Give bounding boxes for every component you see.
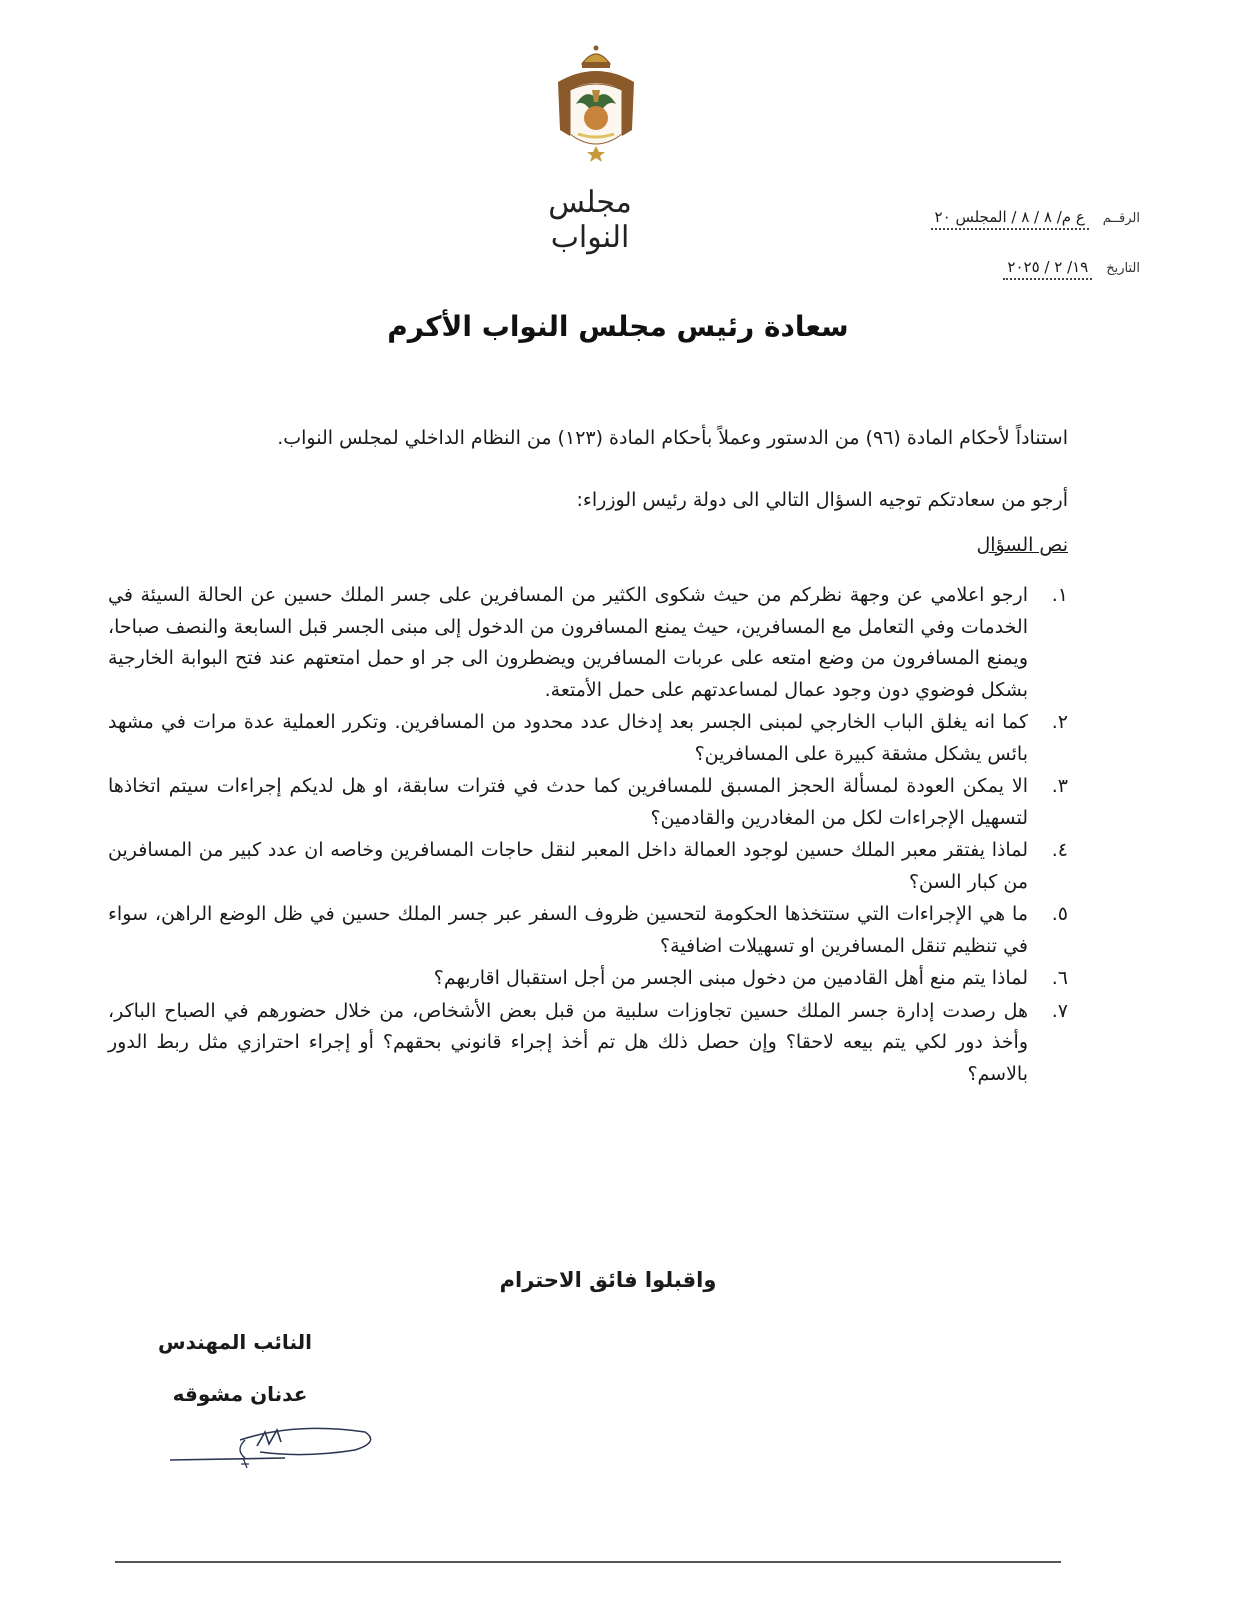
reference-number-row bbox=[931, 208, 1140, 230]
signatory-name: عدنان مشوقه bbox=[172, 1382, 308, 1406]
closing-salutation bbox=[0, 1268, 1236, 1292]
question-text: لماذا يفتقر معبر الملك حسين لوجود العمالة داخل المعبر لنقل حاجات المسافرين وخاصه ان عدد كبير من المسافرين من كبار السن؟ bbox=[108, 839, 1028, 893]
question-number: ٦. bbox=[1051, 967, 1068, 989]
handwritten-signature-icon bbox=[165, 1420, 380, 1470]
reference-value: ع م/ ٨ / ٨ / المجلس ٢٠ bbox=[931, 208, 1089, 230]
question-item bbox=[108, 771, 1068, 834]
question-item bbox=[108, 835, 1068, 898]
question-item bbox=[108, 963, 1068, 995]
question-item bbox=[108, 996, 1068, 1091]
jordan-coat-of-arms-icon bbox=[546, 42, 646, 167]
question-item bbox=[108, 580, 1068, 706]
signatory-title: النائب المهندس bbox=[158, 1330, 312, 1354]
question-number: ٢. bbox=[1051, 711, 1068, 733]
date-value: ١٩/ ٢ / ٢٠٢٥ bbox=[1003, 258, 1092, 280]
question-heading: نص السؤال bbox=[976, 534, 1068, 556]
question-number: ٧. bbox=[1051, 999, 1068, 1022]
question-number: ٥. bbox=[1051, 903, 1068, 925]
question-text: الا يمكن العودة لمسألة الحجز المسبق للمسافرين كما حدث في فترات سابقة، او هل لديكم إجراءات سيتم اتخاذها لتسهيل الإجراءات لكل من المغادرين والقادمين؟ bbox=[108, 775, 1028, 829]
closing-text: واقبلوا فائق الاحترام bbox=[499, 1268, 717, 1292]
parliament-logo-text: مجلس النواب bbox=[548, 185, 632, 255]
question-text: ارجو اعلامي عن وجهة نظركم من حيث شكوى الكثير من المسافرين على جسر الملك حسين عن الحالة السيئة في الخدمات وفي التعامل مع المسافرين، حيث يمنع المسافرون من الدخول إلى مبنى الجسر قبل السابعة والنصف صباحا، ويمنع المسافرون من وضع امتعه على عربات المسافرين ويضطرون الى جر او حمل امتعتهم عند فتح البوابة الخارجية بشكل فوضوي دون وجود عمال لمساعدتهم على حمل الأمتعة. bbox=[108, 584, 1028, 701]
question-item bbox=[108, 707, 1068, 770]
letter-title: سعادة رئيس مجلس النواب الأكرم bbox=[387, 310, 849, 343]
date-row bbox=[1003, 258, 1140, 280]
question-number: ٤. bbox=[1051, 839, 1068, 861]
request-paragraph: أرجو من سعادتكم توجيه السؤال التالي الى دولة رئيس الوزراء: bbox=[576, 489, 1068, 511]
intro-paragraph: استناداً لأحكام المادة (٩٦) من الدستور وعملاً بأحكام المادة (١٢٣) من النظام الداخلي لمجلس النواب. bbox=[277, 427, 1068, 449]
question-text: كما انه يغلق الباب الخارجي لمبنى الجسر بعد إدخال عدد محدود من المسافرين. وتكرر العملية عدة مرات في مشهد بائس يشكل مشقة كبيرة على المسافرين؟ bbox=[108, 711, 1028, 765]
date-label: التاريخ bbox=[1106, 261, 1140, 276]
question-text: هل رصدت إدارة جسر الملك حسين تجاوزات سلبية من قبل بعض الأشخاص، من خلال حضورهم في الصباح الباكر، وأخذ دور لكي يتم بيعه لاحقا؟ وإن حصل ذلك هل تم أخذ إجراء قانوني بحقهم؟ أو إجراء احترازي مثل ربط الدور بالاسم؟ bbox=[108, 999, 1028, 1085]
question-item bbox=[108, 899, 1068, 962]
footer-divider bbox=[115, 1561, 1061, 1563]
question-number: ٣. bbox=[1051, 775, 1068, 797]
questions-list bbox=[108, 580, 1068, 1091]
question-text: لماذا يتم منع أهل القادمين من دخول مبنى الجسر من أجل استقبال اقاربهم؟ bbox=[433, 967, 1028, 989]
reference-label: الرقــم bbox=[1102, 211, 1140, 226]
question-number: ١. bbox=[1051, 584, 1068, 606]
question-text: ما هي الإجراءات التي ستتخذها الحكومة لتحسين ظروف السفر عبر جسر الملك حسين في ظل الوضع الراهن، سواء في تنظيم تنقل المسافرين او تسهيلات اضافية؟ bbox=[108, 903, 1028, 957]
